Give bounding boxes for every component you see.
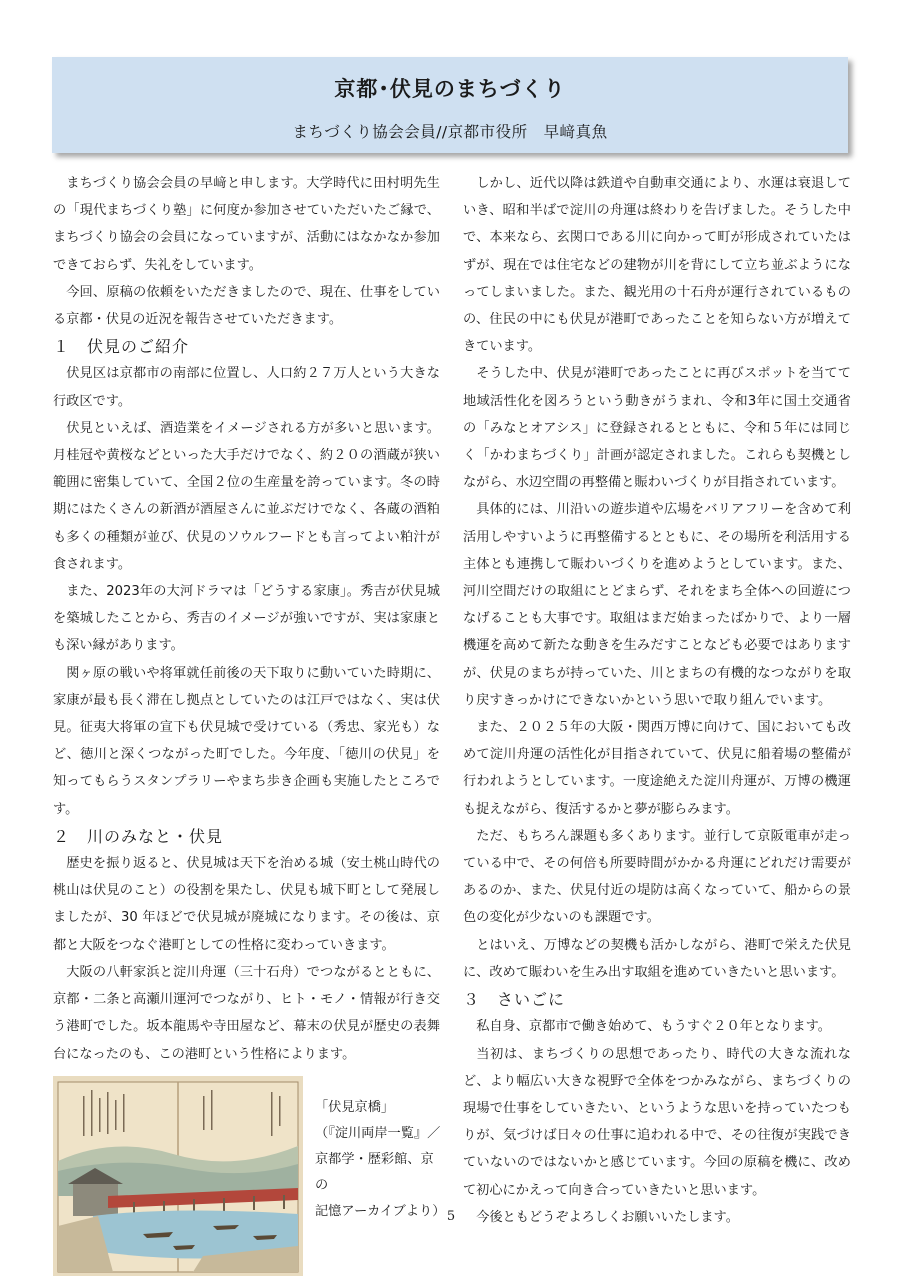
paragraph: また、2023年の大河ドラマは「どうする家康」。秀吉が伏見城を築城したことから、秀吉のイメージが強いですが、実は家康とも深い縁があります。 [53,584,440,654]
paragraph: 当初は、まちづくりの思想であったり、時代の大きな流れなど、より幅広い大きな視野で全体をつかみながら、まちづくりの現場で仕事をしていきたい、というような思いを持っていたつもりが、気づけば日々の仕事に追われる中で、その往復が実践できていないのではないかと感じています。今回の原稿を機に、改めて初心にかえって向き合っていきたいと思います。 [463,1046,851,1198]
paragraph: 私自身、京都市で働き始めて、もうすぐ２０年となります。 [476,1019,831,1035]
author-line: まちづくり協会会員//京都市役所 早﨑真魚 [292,123,608,141]
paragraph: 伏見といえば、酒造業をイメージされる方が多いと思います。月桂冠や黄桜などといった大手だけでなく、約２０の酒蔵が狭い範囲に密集していて、全国２位の生産量を誇っています。冬の時期にはたくさんの新酒が酒屋さんに並ぶだけでなく、各蔵の酒粕も多くの種類が並び、伏見のソウルフードとも言ってよい粕汁が食されます。 [53,420,440,572]
page-title: 京都･伏見のまちづくり [334,77,566,101]
left-column [53,170,446,1278]
paragraph: 関ヶ原の戦いや将軍就任前後の天下取りに動いていた時期に、家康が最も長く滞在し拠点としていたのは江戸ではなく、実は伏見。征夷大将軍の宣下も伏見城で受けている（秀忠、家光も）など、徳川と深くつながった町でした。今年度、「徳川の伏見」を知ってもらうスタンプラリーやまち歩き企画も実施したところです。 [53,665,440,817]
caption-line: （『淀川両岸一覧』／ [315,1125,441,1141]
right-column [463,170,851,1231]
caption-line: 「伏見京橋」 [315,1099,395,1115]
caption-line: 記憶アーカイブより） [315,1203,446,1219]
paragraph: まちづくり協会会員の早﨑と申します。大学時代に田村明先生の「現代まちづくり塾」に何度か参加させていただいたご縁で、まちづくり協会の会員になっていますが、活動にはなかなか参加できておらず、失礼をしています。 [53,176,440,273]
paragraph: ただ、もちろん課題も多くあります。並行して京阪電車が走っている中で、その何倍も所要時間がかかる舟運にどれだけ需要があるのか、また、伏見付近の堤防は高くなっていて、船からの景色の変化が少ないのも課題です。 [463,828,851,926]
paragraph: 今後ともどうぞよろしくお願いいたします。 [476,1209,739,1225]
caption-line: 京都学・歴彩館、京の [315,1151,434,1193]
title-banner [52,57,848,153]
paragraph: しかし、近代以降は鉄道や自動車交通により、水運は衰退していき、昭和半ばで淀川の舟運は終わりを告げました。そうした中で、本来なら、玄関口である川に向かって町が形成されていたはずが、現在では住宅などの建物が川を背にして立ち並ぶようになってしまいました。また、観光用の十石舟が運行されているものの、住民の中にも伏見が港町であったことを知らない方が増えてきています。 [463,176,851,355]
woodblock-print-image [53,1076,303,1276]
paragraph: 具体的には、川沿いの遊歩道や広場をバリアフリーを含めて利活用しやすいように再整備するとともに、その場所を利活用する主体とも連携して賑わいづくりを進めようとしています。また、河川空間だけの取組にとどまらず、それをまち全体への回遊につなげることも大事です。取組はまだ始まったばかりで、より一層機運を高めて新たな動きを生みだすことなども必要ではありますが、伏見のまちが持っていた、川とまちの有機的なつながりを取り戻すきっかけにできないかという思いで取り組んでいます。 [463,502,851,708]
paragraph: 伏見区は京都市の南部に位置し、人口約２７万人という大きな行政区です。 [53,366,440,409]
figure [53,1073,446,1278]
paragraph: とはいえ、万博などの契機も活かしながら、港町で栄えた伏見に、改めて賑わいを生み出す取組を進めていきたいと思います。 [463,937,851,980]
page-number: 5 [446,1209,456,1224]
paragraph: 歴史を振り返ると、伏見城は天下を治める城（安土桃山時代の桃山は伏見のこと）の役割を果たし、伏見も城下町として発展しましたが、30 年ほどで伏見城が廃城になります。その後は、京都と大阪をつなぐ港町としての性格に変わっていきます。 [53,856,440,953]
section-heading-3: ３ さいごに [463,990,566,1010]
paragraph: 今回、原稿の依頼をいただきましたので、現在、仕事をしている京都・伏見の近況を報告させていただきます。 [53,284,440,328]
paragraph: また、２０２５年の大阪・関西万博に向けて、国においても改めて淀川舟運の活性化が目指されていて、伏見に船着場の整備が行われようとしています。一度途絶えた淀川舟運が、万博の機運も捉えながら、復活するかと夢が膨らみます。 [463,720,851,817]
paragraph: 大阪の八軒家浜と淀川舟運（三十石舟）でつながるとともに、京都・二条と高瀬川運河でつながり、ヒト・モノ・情報が行き交う港町でした。坂本龍馬や寺田屋など、幕末の伏見が歴史の表舞台になったのも、この港町という性格によります。 [53,964,440,1062]
paragraph: そうした中、伏見が港町であったことに再びスポットを当てて地域活性化を図ろうという動きがうまれ、令和3年に国土交通省の「みなとオアシス」に登録されるとともに、令和５年には同じく「かわまちづくり」計画が認定されました。これらも契機としながら、水辺空間の再整備と賑わいづくりが目指されています。 [463,366,851,491]
figure-caption [315,1095,445,1225]
section-heading-2: ２ 川のみなと・伏見 [53,826,224,846]
section-heading-1: １ 伏見のご紹介 [53,337,190,357]
